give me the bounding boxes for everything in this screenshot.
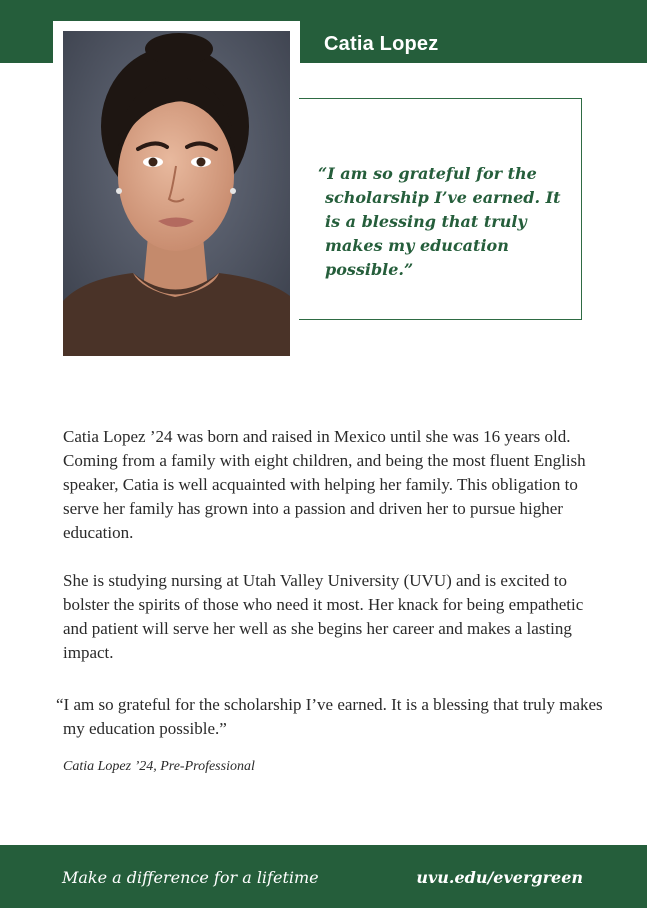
student-portrait xyxy=(63,31,290,356)
student-name: Catia Lopez xyxy=(324,33,439,55)
bio-paragraph: Catia Lopez ’24 was born and raised in Mexico until she was 16 years old. Coming from a family with eight children, and being the most fluent English speaker, Catia is well acquainted with helping her family. This obligation to serve her family has grown into a passion and driven her to pursue higher education. xyxy=(63,427,586,542)
bio-paragraph: She is studying nursing at Utah Valley University (UVU) and is excited to bolster the spirits of those who need it most. Her knack for being empathetic and patient will serve her well as she begins her career and makes a lasting impact. xyxy=(63,571,584,662)
student-quote: “I am so grateful for the scholarship I’ve earned. It is a blessing that truly makes my education possible.” xyxy=(56,695,603,738)
pull-quote: “I am so grateful for the scholarship I’ve earned. It is a blessing that truly makes my education possible.” xyxy=(318,164,561,279)
footer-tagline: Make a difference for a lifetime xyxy=(62,868,319,887)
quote-attribution: Catia Lopez ’24, Pre-Professional xyxy=(63,759,255,774)
biography xyxy=(63,425,591,689)
footer-url-link[interactable]: uvu.edu/evergreen xyxy=(416,868,583,887)
